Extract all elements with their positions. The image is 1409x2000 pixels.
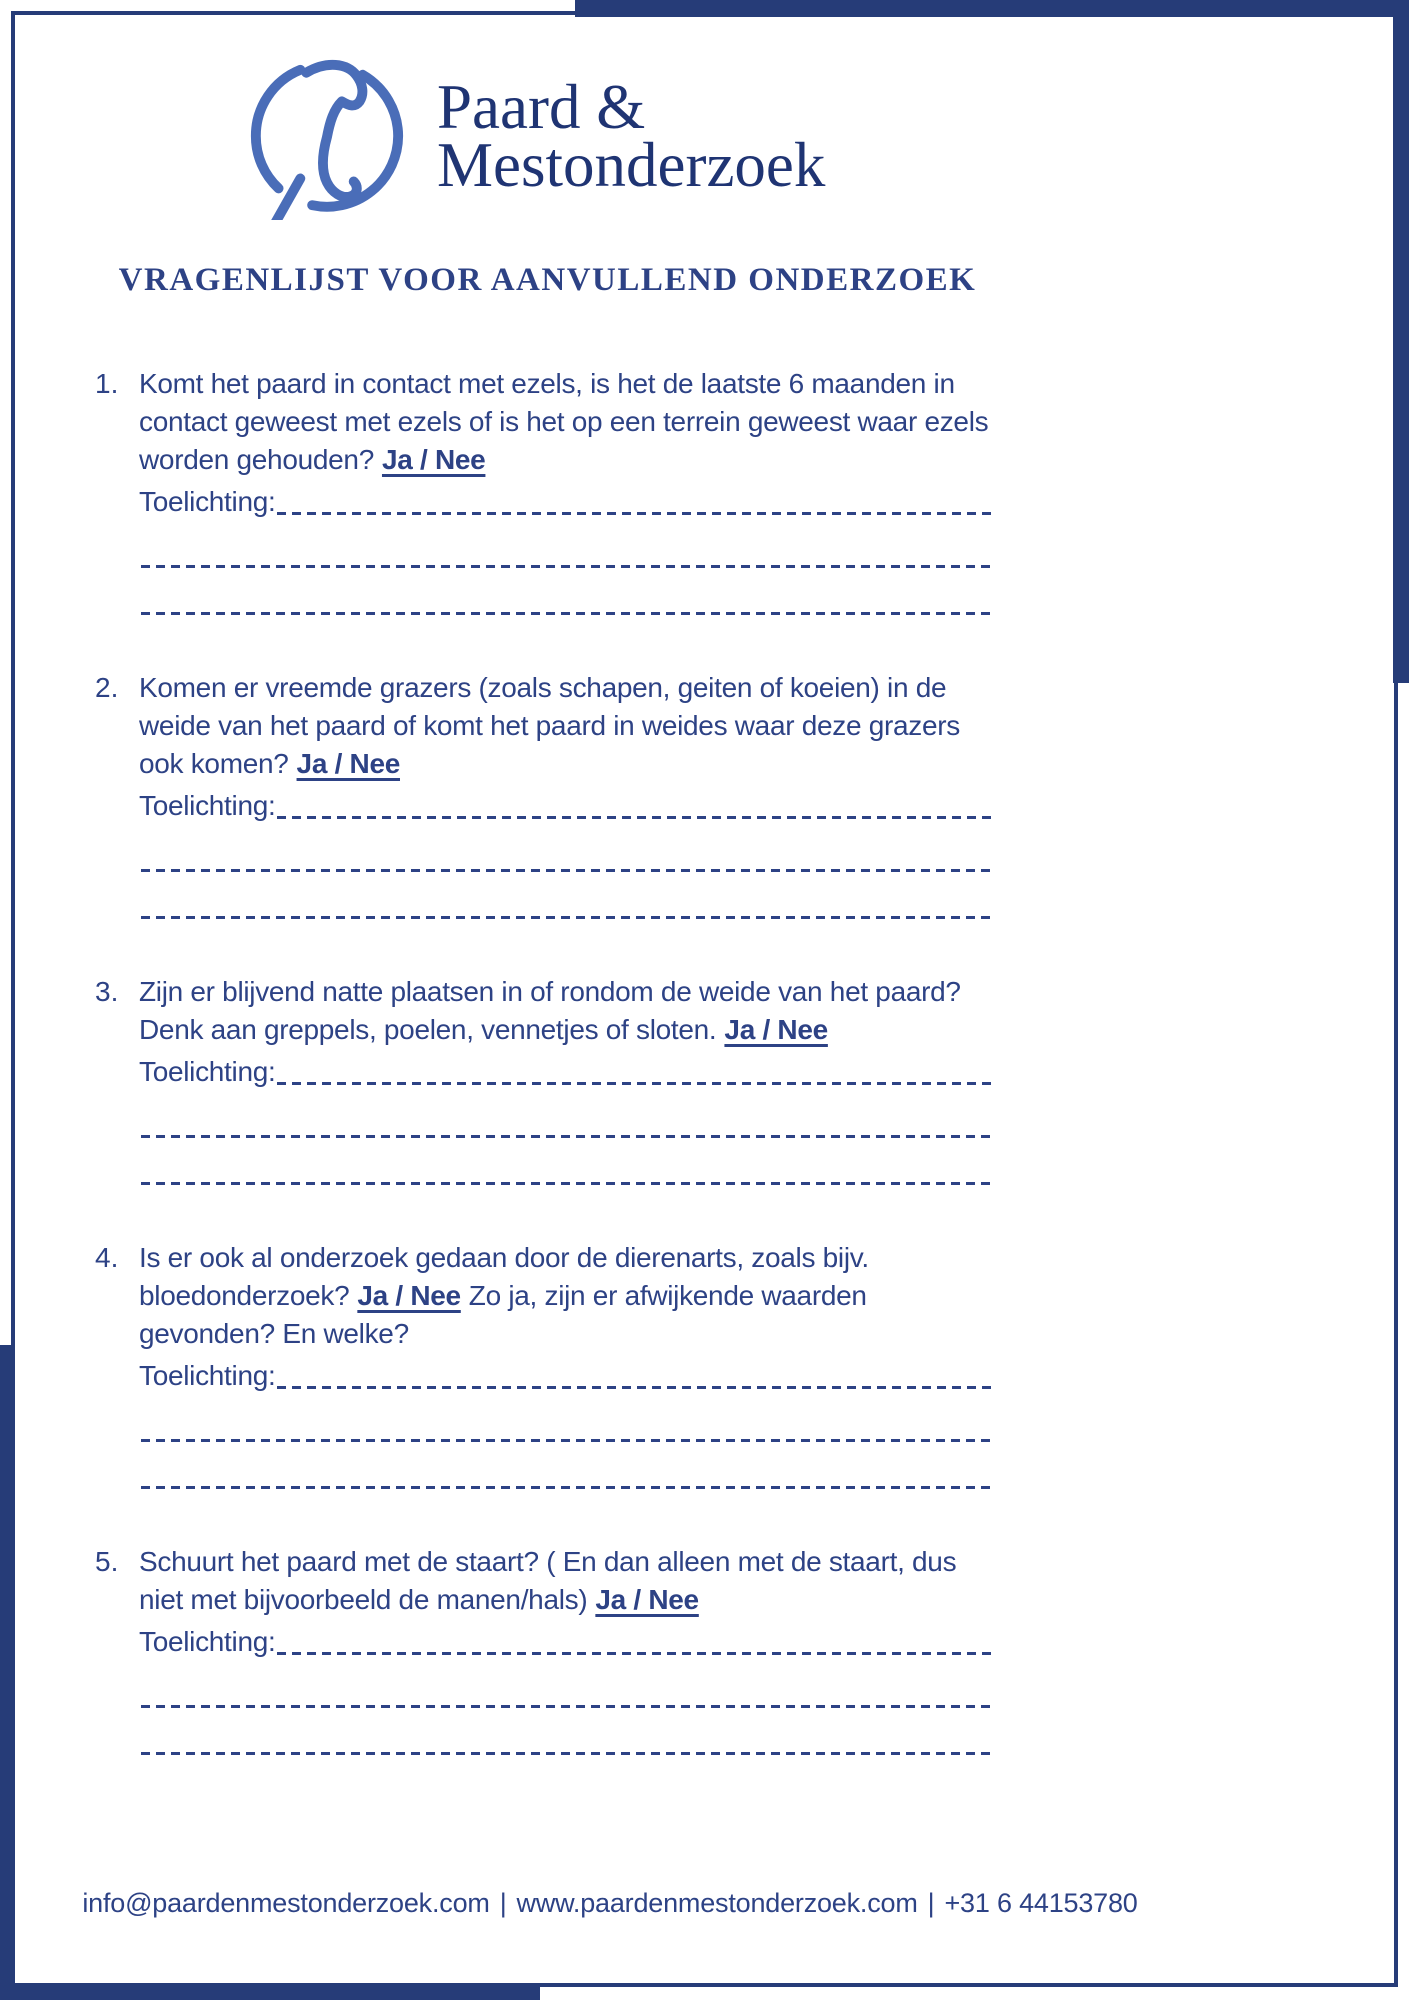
page-title: VRAGENLIJST VOOR AANVULLEND ONDERZOEK bbox=[118, 262, 977, 298]
toelichting-row bbox=[139, 1357, 999, 1395]
answer-line[interactable] bbox=[141, 1135, 993, 1138]
bottom-accent-bar bbox=[0, 1983, 540, 2000]
question-item-1 bbox=[95, 365, 1000, 615]
brand-line-1: Paard & bbox=[437, 72, 646, 142]
question-text: Komen er vreemde grazers (zoals schapen, geiten of koeien) in de weide van het paard of komt het paard in weides waar deze grazers ook komen? bbox=[139, 672, 960, 779]
footer-separator: | bbox=[499, 1888, 507, 1918]
toelichting-label: Toelichting: bbox=[139, 486, 276, 517]
question-text-wrap bbox=[139, 1239, 999, 1353]
answer-line[interactable] bbox=[277, 1652, 993, 1655]
toelichting-row bbox=[139, 1053, 999, 1091]
question-item-4 bbox=[95, 1239, 1000, 1489]
answer-line[interactable] bbox=[141, 869, 993, 872]
question-text: Komt het paard in contact met ezels, is het de laatste 6 maanden in contact geweest met ezels of is het op een terrein geweest waar ezels worden gehouden? bbox=[139, 368, 989, 475]
question-item-3 bbox=[95, 973, 1000, 1185]
brand-wordmark bbox=[437, 72, 826, 200]
toelichting-row bbox=[139, 1623, 999, 1661]
question-list bbox=[95, 365, 1000, 1755]
answer-line[interactable] bbox=[277, 1082, 993, 1085]
brand-line-2: Mestonderzoek bbox=[437, 130, 826, 200]
ja-nee-choice[interactable]: Ja / Nee bbox=[296, 748, 400, 779]
question-text-wrap bbox=[139, 669, 999, 783]
answer-line[interactable] bbox=[141, 565, 993, 568]
ja-nee-choice[interactable]: Ja / Nee bbox=[381, 444, 486, 475]
answer-line[interactable] bbox=[141, 1439, 993, 1442]
toelichting-label: Toelichting: bbox=[139, 1626, 276, 1657]
answer-line[interactable] bbox=[141, 916, 993, 919]
question-text: Schuurt het paard met de staart? ( En dan alleen met de staart, dus niet met bijvoorbeeld de manen/hals) bbox=[139, 1546, 957, 1615]
page-content bbox=[95, 52, 1000, 1809]
question-number: 3. bbox=[95, 976, 119, 1007]
question-number: 4. bbox=[95, 1242, 119, 1273]
footer-phone[interactable]: +31 6 44153780 bbox=[944, 1888, 1138, 1918]
question-text-wrap bbox=[139, 1543, 999, 1619]
answer-line[interactable] bbox=[141, 1486, 993, 1489]
answer-line[interactable] bbox=[141, 1705, 993, 1708]
question-text-wrap bbox=[139, 365, 999, 479]
answer-line[interactable] bbox=[141, 1752, 993, 1755]
right-accent-bar bbox=[1393, 0, 1409, 683]
top-right-accent-bar bbox=[575, 0, 1409, 17]
contact-footer bbox=[10, 1888, 1210, 1919]
answer-line[interactable] bbox=[277, 1386, 993, 1389]
footer-website[interactable]: www.paardenmestonderzoek.com bbox=[516, 1888, 918, 1918]
question-number: 1. bbox=[95, 368, 119, 399]
brand-header bbox=[243, 52, 1000, 220]
ja-nee-choice[interactable]: Ja / Nee bbox=[724, 1014, 828, 1045]
footer-separator: | bbox=[927, 1888, 935, 1918]
question-number: 5. bbox=[95, 1546, 119, 1577]
question-item-5 bbox=[95, 1543, 1000, 1755]
question-text: Is er ook al onderzoek gedaan door de dierenarts, zoals bijv. bloedonderzoek? bbox=[139, 1242, 869, 1311]
question-text: Zijn er blijvend natte plaatsen in of rondom de weide van het paard? Denk aan greppels, poelen, vennetjes of sloten. bbox=[139, 976, 961, 1045]
answer-line[interactable] bbox=[141, 1182, 993, 1185]
answer-line[interactable] bbox=[141, 612, 993, 615]
footer-email[interactable]: info@paardenmestonderzoek.com bbox=[82, 1888, 490, 1918]
toelichting-label: Toelichting: bbox=[139, 1360, 276, 1391]
toelichting-label: Toelichting: bbox=[139, 790, 276, 821]
answer-line[interactable] bbox=[277, 512, 993, 515]
ja-nee-choice[interactable]: Ja / Nee bbox=[357, 1280, 461, 1311]
question-item-2 bbox=[95, 669, 1000, 919]
question-text-after: Zo ja, zijn er afwijkende waarden gevonden? En welke? bbox=[139, 1280, 867, 1349]
ja-nee-choice[interactable]: Ja / Nee bbox=[595, 1584, 699, 1615]
question-number: 2. bbox=[95, 672, 119, 703]
answer-line[interactable] bbox=[277, 816, 993, 819]
horse-head-logo-icon bbox=[243, 52, 411, 220]
question-text-wrap bbox=[139, 973, 999, 1049]
toelichting-row bbox=[139, 787, 999, 825]
toelichting-row bbox=[139, 483, 999, 521]
toelichting-label: Toelichting: bbox=[139, 1056, 276, 1087]
